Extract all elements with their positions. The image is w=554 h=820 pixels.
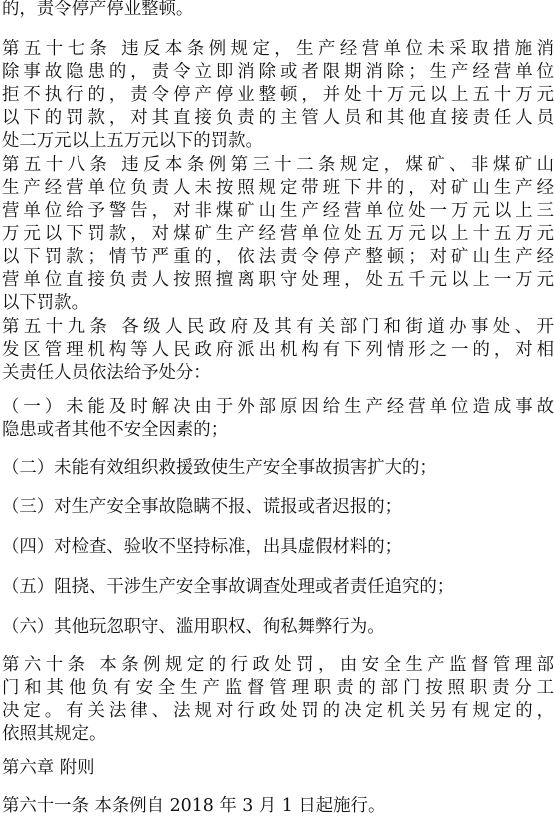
text-line: 第五十九条 各级人民政府及其有关部门和街道办事处、开 (2, 317, 554, 337)
text-line: 拒不执行的，责令停产停业整顿，并处十万元以上五十万元 (2, 85, 554, 105)
paragraph-article-56-tail (2, 0, 554, 21)
text-line: （六）其他玩忽职守、滥用职权、徇私舞弊行为。 (2, 617, 385, 637)
text-line: 关责任人员依法给予处分： (2, 363, 211, 383)
list-item-4 (2, 536, 554, 559)
text-line: 第六十条 本条例规定的行政处罚，由安全生产监督管理部 (2, 655, 554, 675)
list-item-3 (2, 496, 554, 519)
chapter-heading-text: 第六章 附则 (2, 758, 95, 778)
text-line: （三）对生产安全事故隐瞒不报、谎报或者迟报的； (2, 497, 402, 517)
list-item-5 (2, 576, 554, 599)
text-line: 万元以下罚款，对煤矿生产经营单位处五万元以上十五万元 (2, 224, 554, 244)
paragraph-article-57 (2, 38, 554, 153)
list-item-1 (2, 396, 554, 442)
paragraph-article-58 (2, 154, 554, 315)
text-line: 发区管理机构等人民政府派出机构有下列情形之一的，对相 (2, 340, 554, 360)
text-line: 依照其规定。 (2, 724, 107, 744)
paragraph-article-60 (2, 654, 554, 746)
text-line: 除事故隐患的，责令立即消除或者限期消除；生产经营单位 (2, 62, 554, 82)
text-line: 以下罚款。 (2, 293, 89, 313)
text-line: 营单位给予警告，对非煤矿山生产经营单位处一万元以上三 (2, 201, 554, 221)
text-line: 营单位直接负责人按照擅离职守处理，处五千元以上一万元 (2, 270, 554, 290)
text-line: 以下罚款；情节严重的，依法责令停产整顿；对矿山生产经 (2, 247, 554, 267)
text-line: （二）未能有效组织救援致使生产安全事故损害扩大的； (2, 458, 437, 478)
text-line: 以下的罚款，对其直接负责的主管人员和其他直接责任人员 (2, 108, 554, 128)
text-line: （五）阻挠、干涉生产安全事故调查处理或者责任追究的； (2, 577, 455, 597)
text-line: （一）未能及时解决由于外部原因给生产经营单位造成事故 (2, 397, 554, 417)
text-line: 门和其他负有安全生产监督管理职责的部门按照职责分工 (2, 678, 554, 698)
list-item-2 (2, 457, 554, 480)
text-line: 的，责令停产停业整顿。 (2, 0, 194, 19)
paragraph-article-61 (2, 795, 554, 818)
text-line: 决定。有关法律、法规对行政处罚的决定机关另有规定的， (2, 701, 554, 721)
text-line: 处二万元以上五万元以下的罚款。 (2, 131, 263, 151)
text-line: 第五十八条 违反本条例第三十二条规定，煤矿、非煤矿山 (2, 155, 554, 175)
text-line: 第六十一条 本条例自 2018 年 3 月 1 日起施行。 (2, 796, 386, 816)
text-line: 第五十七条 违反本条例规定，生产经营单位未采取措施消 (2, 39, 554, 59)
list-item-6 (2, 616, 554, 639)
text-line: 隐患或者其他不安全因素的； (2, 420, 229, 440)
paragraph-article-59 (2, 316, 554, 385)
chapter-heading (2, 757, 554, 780)
text-line: 生产经营单位负责人未按照规定带班下井的，对矿山生产经 (2, 178, 554, 198)
text-line: （四）对检查、验收不坚持标准，出具虚假材料的； (2, 537, 402, 557)
